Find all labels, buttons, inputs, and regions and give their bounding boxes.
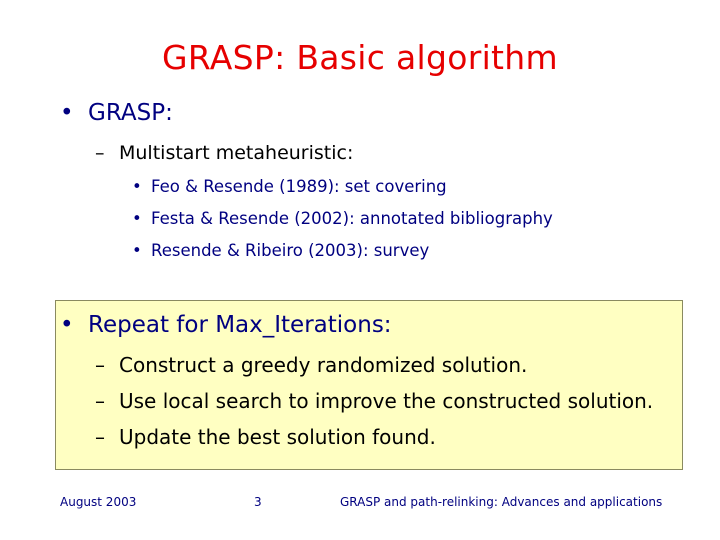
algorithm-step-text: Use local search to improve the constructed solution.	[119, 389, 654, 413]
reference-item	[132, 177, 447, 196]
reference-item-text: Resende & Ribeiro (2003): survey	[151, 241, 430, 260]
algorithm-step-text: Update the best solution found.	[119, 425, 436, 449]
bullet-marker: •	[132, 241, 142, 260]
bullet-grasp-text: GRASP:	[88, 100, 173, 126]
bullet-marker: •	[132, 209, 142, 228]
reference-item	[132, 209, 553, 228]
algorithm-step	[95, 389, 653, 413]
bullet-marker: •	[60, 100, 74, 126]
reference-item-text: Festa & Resende (2002): annotated bibliography	[151, 209, 553, 228]
algorithm-step	[95, 353, 527, 377]
sub-bullet-multistart	[95, 142, 353, 164]
bullet-marker: •	[60, 312, 74, 338]
dash-marker: –	[95, 353, 105, 377]
algorithm-step	[95, 425, 436, 449]
footer-date: August 2003	[60, 495, 137, 509]
footer-talk-title: GRASP and path-relinking: Advances and applications	[340, 495, 663, 509]
reference-item	[132, 241, 429, 260]
slide-title: GRASP: Basic algorithm	[162, 38, 558, 77]
reference-item-text: Feo & Resende (1989): set covering	[151, 177, 447, 196]
dash-marker: –	[95, 389, 105, 413]
box-heading-text: Repeat for Max_Iterations:	[88, 312, 392, 338]
footer-page-number: 3	[254, 495, 262, 509]
dash-marker: –	[95, 425, 105, 449]
dash-marker: –	[95, 142, 105, 164]
bullet-marker: •	[132, 177, 142, 196]
bullet-grasp	[60, 100, 173, 126]
sub-bullet-multistart-text: Multistart metaheuristic:	[119, 142, 354, 164]
box-heading	[60, 312, 392, 338]
algorithm-step-text: Construct a greedy randomized solution.	[119, 353, 528, 377]
